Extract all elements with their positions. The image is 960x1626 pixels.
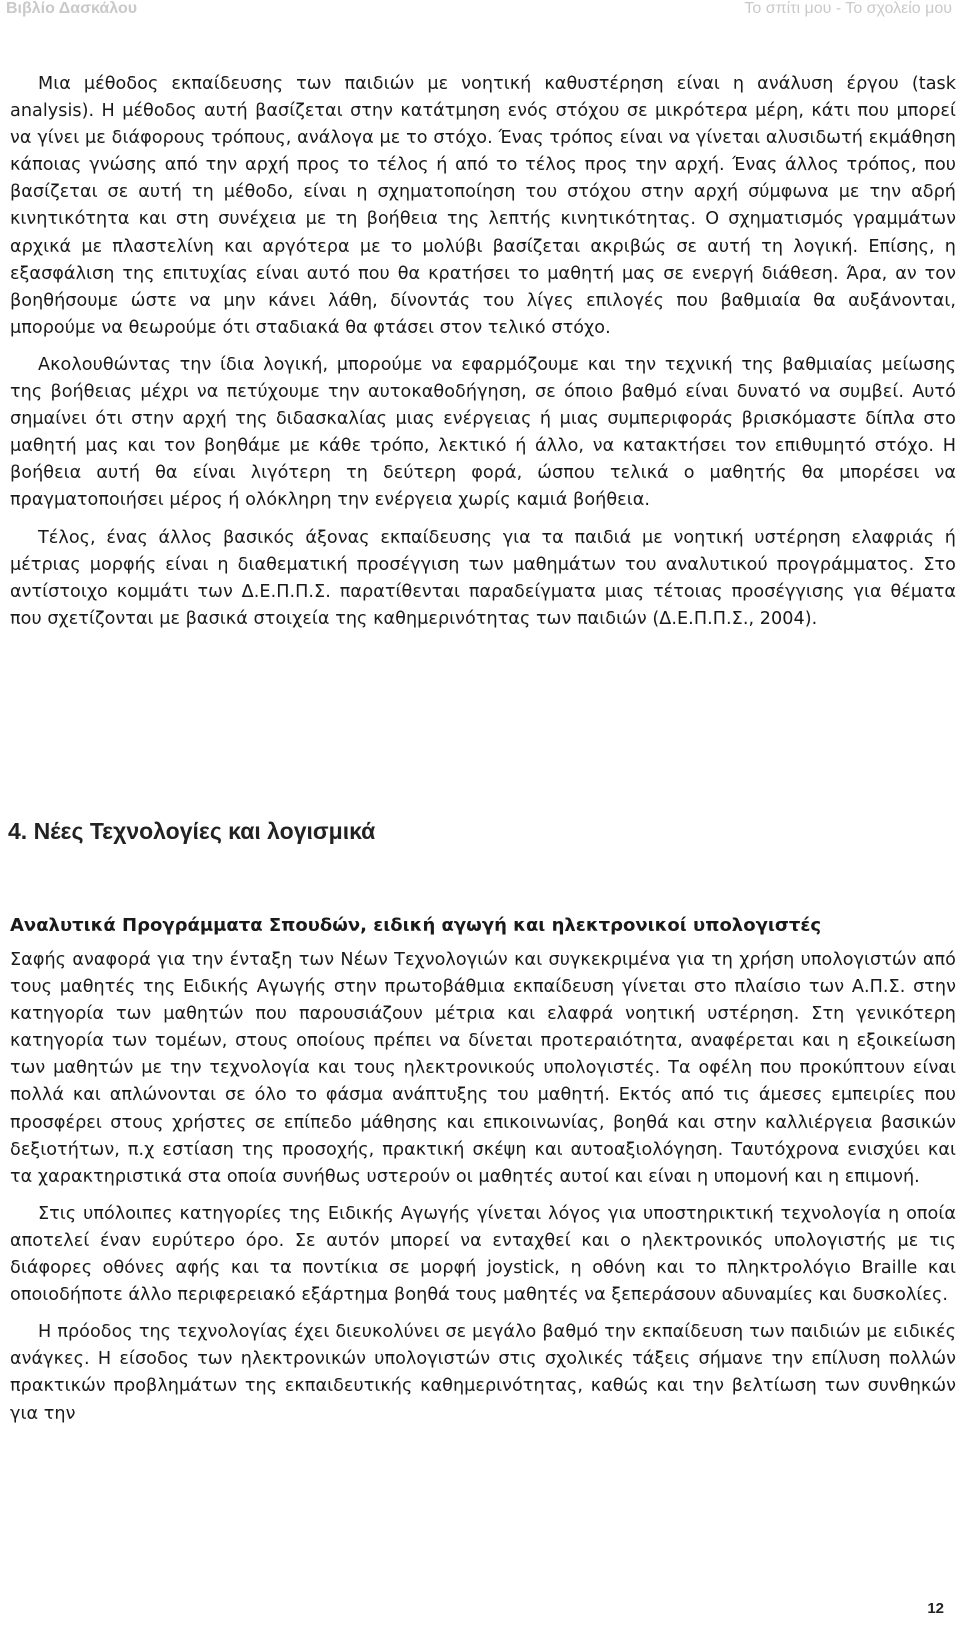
page-header [0, 0, 960, 22]
intro-section [10, 71, 956, 633]
body-paragraph: Σαφής αναφορά για την ένταξη των Νέων Τεχνολογιών και συγκεκριμένα για τη χρήση υπολογιστών από τους μαθητές της Ειδικής Αγωγής στην πρωτοβάθμια εκπαίδευση γίνεται στο πλαίσιο των Α.Π.Σ. στην κατηγορία των μαθητών που παρουσιάζουν μέτρια και ελαφρά νοητική υστέρηση. Στη γενικότερη κατηγορία των τομέων, στους οποίους πρέπει να δίνεται προτεραιότητα, αναφέρεται και η εξοικείωση των μαθητών με την τεχνολογία και τους ηλεκτρονικούς υπολογιστές. Τα οφέλη που προκύπτουν είναι πολλά και απλώνονται σε όλο το φάσμα ανάπτυξης του μαθητή. Εκτός από τις άμεσες εμπειρίες που προσφέρει στους χρήστες σε επίπεδο μάθησης και επικοινωνίας, βοηθά και στην καλλιέργεια βασικών δεξιοτήτων, π.χ εστίαση της προσοχής, πρακτική σκέψη και αυτοαξιολόγηση. Ταυτόχρονα ενισχύει και τα χαρακτηριστικά στα οποία συνήθως υστερούν οι μαθητές αυτοί και είναι η υπομονή και η επιμονή. [10, 950, 956, 1187]
body-paragraph: Η πρόοδος της τεχνολογίας έχει διευκολύνει σε μεγάλο βαθμό την εκπαίδευση των παιδιών με ειδικές ανάγκες. Η είσοδος των ηλεκτρονικών υπολογιστών στις σχολικές τάξεις σήμανε την επίλυση πολλών πρακτικών προβλημάτων της εκπαιδευτικής καθημερινότητας, καθώς και την βελτίωση των συνθηκών για την [10, 1322, 956, 1424]
page-number: 12 [927, 1600, 944, 1617]
subheading: Αναλυτικά Προγράμματα Σπουδών, ειδική αγωγή και ηλεκτρονικοί υπολογιστές [10, 915, 822, 936]
technology-section [10, 912, 956, 1428]
chapter-title: Το σπίτι μου - Το σχολείο μου [744, 0, 952, 17]
section-title: 4. Νέες Τεχνολογίες και λογισμικά [8, 818, 376, 844]
body-paragraph: Τέλος, ένας άλλος βασικός άξονας εκπαίδευσης για τα παιδιά με νοητική υστέρηση ελαφριάς ή μέτριας μορφής είναι η διαθεματική προσέγγιση των μαθημάτων του αναλυτικού προγράμματος. Στο αντίστοιχο κομμάτι των Δ.Ε.Π.Π.Σ. παρατίθενται παραδείγματα μιας τέτοιας προσέγγισης για θέματα που σχετίζονται με βασικά στοιχεία της καθημερινότητας των παιδιών (Δ.Ε.Π.Π.Σ., 2004). [10, 527, 956, 629]
book-title: Βιβλίο Δασκάλου [6, 0, 138, 17]
body-paragraph: Ακολουθώντας την ίδια λογική, μπορούμε να εφαρμόζουμε και την τεχνική της βαθμιαίας μείωσης της βοήθειας μέχρι να πετύχουμε την αυτοκαθοδήγηση, σε όποιο βαθμό είναι δυνατό να συμβεί. Αυτό σημαίνει ότι στην αρχή της διδασκαλίας μιας ενέργειας ή μιας συμπεριφοράς βρισκόμαστε δίπλα στο μαθητή μας και τον βοηθάμε με κάθε τρόπο, λεκτικό ή άλλο, να κατακτήσει τον επιθυμητό στόχο. Η βοήθεια αυτή θα είναι λιγότερη τη δεύτερη φορά, ώσπου τελικά ο μαθητής θα μπορέσει να πραγματοποιήσει μέρος ή ολόκληρη την ενέργεια χωρίς καμιά βοήθεια. [10, 354, 956, 511]
body-paragraph: Στις υπόλοιπες κατηγορίες της Ειδικής Αγωγής γίνεται λόγος για υποστηρικτική τεχνολογία η οποία αποτελεί έναν ευρύτερο όρο. Σε αυτόν μπορεί να ενταχθεί και ο ηλεκτρονικός υπολογιστής με τις διάφορες οθόνες αφής και τα ποντίκια σε μορφή joystick, η οθόνη και το πληκτρολόγιο Braille και οποιοδήποτε άλλο περιφερειακό εξάρτημα βοηθά τους μαθητές να ξεπεράσουν αδυναμίες και δυσκολίες. [10, 1203, 956, 1306]
body-paragraph: Μια μέθοδος εκπαίδευσης των παιδιών με νοητική καθυστέρηση είναι η ανάλυση έργου (task analysis). Η μέθοδος αυτή βασίζεται στην κατάτμηση ενός στόχου σε μικρότερα μέρη, κάτι που μπορεί να γίνει με διάφορους τρόπους, ανάλογα με το στόχο. Ένας τρόπος είναι να γίνεται αλυσιδωτή εκμάθηση κάποιας γνώσης από την αρχή προς το τέλος ή από το τέλος προς την αρχή. Ένας άλλος τρόπος, που βασίζεται σε αυτή τη μέθοδο, είναι η σχηματοποίηση του στόχου στην αρχή σύμφωνα με την αδρή κινητικότητα και στη συνέχεια με τη βοήθεια της λεπτής κινητικότητας. Ο σχηματισμός γραμμάτων αρχικά με πλαστελίνη και αργότερα με το μολύβι βασίζεται ακριβώς σε αυτή τη λογική. Επίσης, η εξασφάλιση της επιτυχίας είναι αυτό που θα κρατήσει το μαθητή μας σε ενεργή διάθεση. Άρα, αν τον βοηθήσουμε ώστε να μην κάνει λάθη, δίνοντάς του λίγες επιλογές που βαθμιαία θα αυξάνονται, μπορούμε να θεωρούμε ότι σταδιακά θα φτάσει στον τελικό στόχο. [10, 74, 956, 338]
